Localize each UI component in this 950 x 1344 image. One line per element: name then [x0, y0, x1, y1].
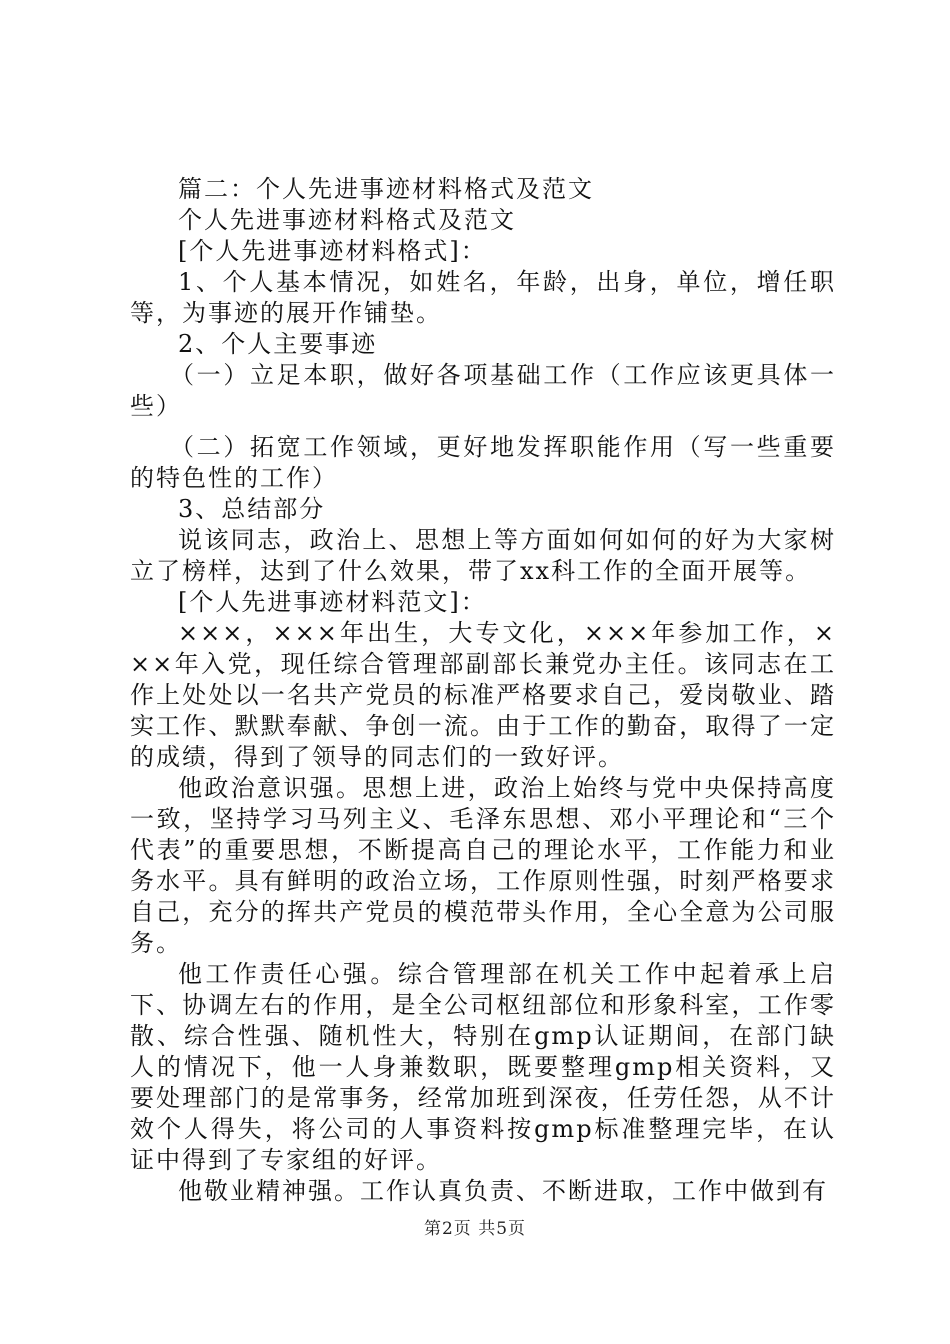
summary-paragraph: 说该同志，政治上、思想上等方面如何如何的好为大家树立了榜样，达到了什么效果，带了xx科工作的全面开展等。: [130, 526, 836, 585]
format-heading: [个人先进事迹材料格式]：: [178, 237, 487, 265]
page-number-footer: 第2页 共5页: [423, 1219, 527, 1239]
sample-paragraph-intro: ×××，×××年出生，大专文化，×××年参加工作，×××年入党，现任综合管理部副部长兼党办主任。该同志在工作上处处以一名共产党员的标准严格要求自己，爱岗敬业、踏实工作、默默奉献、争创一流。由于工作的勤奋，取得了一定的成绩，得到了领导的同志们的一致好评。: [130, 619, 836, 771]
document-title: 个人先进事迹材料格式及范文: [178, 206, 516, 234]
sample-paragraph-responsibility: 他工作责任心强。综合管理部在机关工作中起着承上启下、协调左右的作用，是全公司枢纽部位和形象科室，工作零散、综合性强、随机性大，特别在gmp认证期间，在部门缺人的情况下，他一人身兼数职，既要整理gmp相关资料，又要处理部门的是常事务，经常加班到深夜，任劳任怨，从不计效个人得失，将公司的人事资料按gmp标准整理完毕，在认证中得到了专家组的好评。: [130, 960, 836, 1174]
section-heading: 篇二：个人先进事迹材料格式及范文: [178, 175, 594, 203]
format-item-1: 1、个人基本情况，如姓名，年龄，出身，单位，增任职等，为事迹的展开作铺垫。: [130, 268, 836, 327]
sample-heading: [个人先进事迹材料范文]：: [178, 588, 487, 616]
format-item-3: 3、总结部分: [178, 495, 326, 523]
format-subitem-1: （一）立足本职，做好各项基础工作（工作应该更具体一些）: [130, 361, 836, 420]
format-subitem-2: （二）拓宽工作领域，更好地发挥职能作用（写一些重要的特色性的工作）: [130, 433, 836, 492]
document-body: [130, 174, 836, 1207]
sample-paragraph-dedication: 他敬业精神强。工作认真负责、不断进取，工作中做到有: [178, 1177, 828, 1205]
format-item-2: 2、个人主要事迹: [178, 330, 378, 358]
sample-paragraph-political: 他政治意识强。思想上进，政治上始终与党中央保持高度一致，坚持学习马列主义、毛泽东思想、邓小平理论和“三个代表”的重要思想，不断提高自己的理论水平，工作能力和业务水平。具有鲜明的政治立场，工作原则性强，时刻严格要求自己，充分的挥共产党员的模范带头作用，全心全意为公司服务。: [130, 774, 836, 957]
